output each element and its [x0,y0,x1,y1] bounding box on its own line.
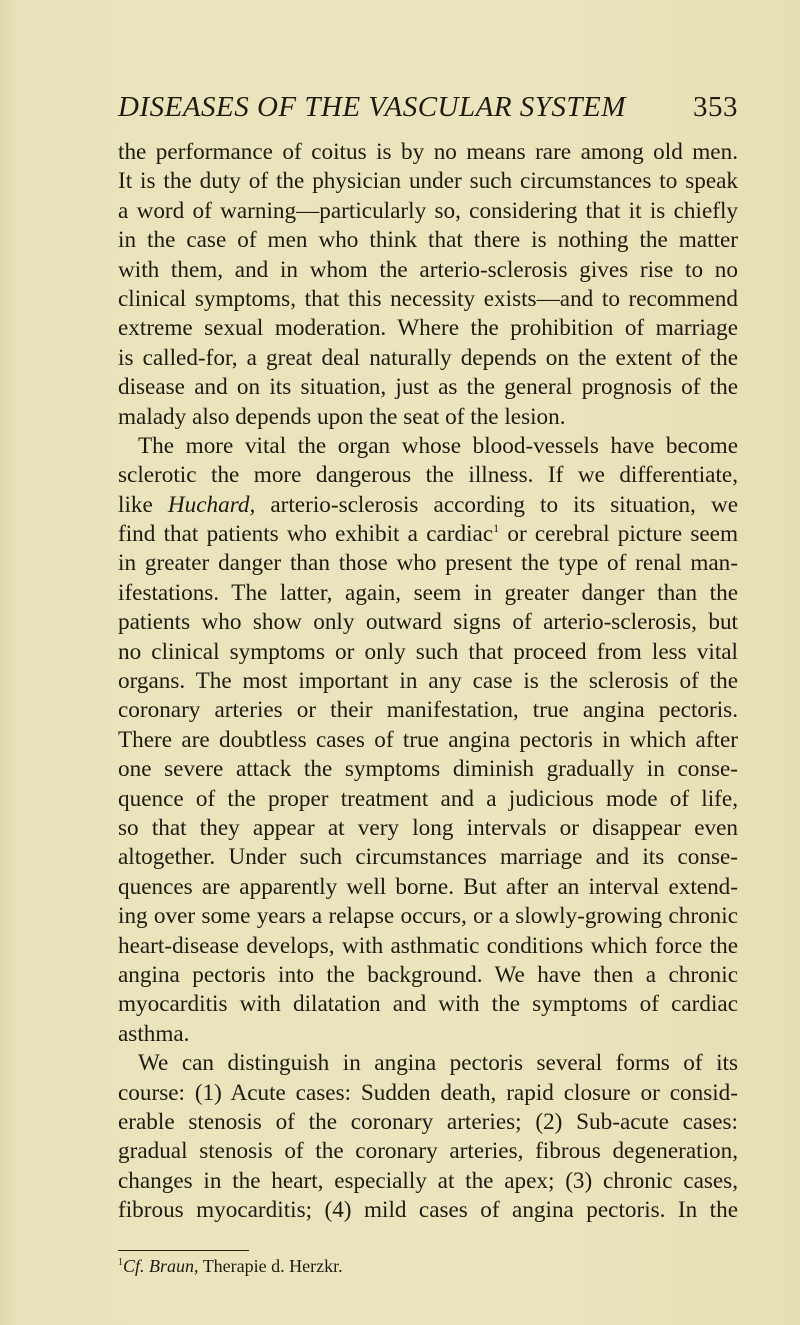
text-line: the performance of coitus is by no means rare among old men. [118,139,738,165]
footnote-reference: 1 [493,521,500,536]
line-text: or cerebral picture seem [499,521,738,548]
text-line: We can distinguish in angina pectoris several forms of its [138,1050,738,1077]
text-line: angina pectoris into the background. We have then a chronic [118,961,738,988]
running-title: DISEASES OF THE VASCULAR SYSTEM [118,91,626,123]
text-line: so that they appear at very long intervals or disappear even [118,814,738,841]
footnote-text: Therapie d. Herzkr. [198,1256,343,1276]
text-line: erable stenosis of the coronary arteries; (2) Sub-acute cases: [118,1108,738,1135]
text-line: myocarditis with dilatation and with the symptoms of cardiac [118,991,738,1018]
footnote-divider [118,1250,249,1251]
text-line: course: (1) Acute cases: Sudden death, rapid closure or consid- [118,1079,738,1106]
text-line: organs. The most important in any case is the sclerosis of the [118,668,738,695]
text-line: quences are apparently well borne. But after an interval extend- [118,873,738,900]
text-line: sclerotic the more dangerous the illness. If we differentiate, [118,462,738,489]
text-line: altogether. Under such circumstances marriage and its conse- [118,844,738,871]
text-line: gradual stenosis of the coronary arteries, fibrous degeneration, [118,1138,738,1165]
text-line [118,491,738,520]
text-line: a word of warning—particularly so, considering that it is chiefly [118,197,738,224]
footnote-marker: 1 [118,1257,123,1268]
footnote-citation: Cf. Braun, [123,1256,199,1276]
text-line: quence of the proper treatment and a judicious mode of life, [118,785,738,812]
text-line: asthma. [118,1020,190,1047]
running-header [118,91,738,124]
text-line: in the case of men who think that there is nothing the matter [118,227,738,254]
text-line: coronary arteries or their manifestation, true angina pectoris. [118,697,738,724]
text-line: clinical symptoms, that this necessity exists—and to recommend [118,285,738,312]
footnote [118,1256,343,1277]
line-text: find that patients who exhibit a cardiac [118,521,494,548]
text-line: one severe attack the symptoms diminish gradually in conse- [118,756,738,783]
line-text: arterio-sclerosis according to its situation, we [255,491,738,518]
text-line: It is the duty of the physician under such circumstances to speak [118,168,738,195]
text-line: heart-disease develops, with asthmatic conditions which force the [118,932,738,959]
text-line: disease and on its situation, just as the general prognosis of the [118,374,738,401]
text-line: fibrous myocarditis; (4) mild cases of angina pectoris. In the [118,1197,738,1224]
body-text [118,138,738,1225]
text-line: ifestations. The latter, again, seem in greater danger than the [118,579,738,606]
text-line: ing over some years a relapse occurs, or a slowly-growing chronic [118,903,738,930]
text-line: patients who show only outward signs of arterio-sclerosis, but [118,609,738,636]
text-line: is called-for, a great deal naturally depends on the extent of the [118,344,738,371]
page-number: 353 [693,91,738,123]
text-line: malady also depends upon the seat of the lesion. [118,403,566,430]
author-name-huchard: Huchard, [167,491,256,518]
text-line: There are doubtless cases of true angina pectoris in which after [118,726,738,753]
text-line: no clinical symptoms or only such that proceed from less vital [118,638,738,665]
text-line [118,520,738,549]
text-line: in greater danger than those who present the type of renal man- [118,550,738,577]
text-line: changes in the heart, especially at the apex; (3) chronic cases, [118,1167,738,1194]
text-line: extreme sexual moderation. Where the prohibition of marriage [118,315,738,342]
text-line: The more vital the organ whose blood-vessels have become [138,432,738,459]
line-text: like [118,491,168,518]
text-line: with them, and in whom the arterio-sclerosis gives rise to no [118,256,738,283]
